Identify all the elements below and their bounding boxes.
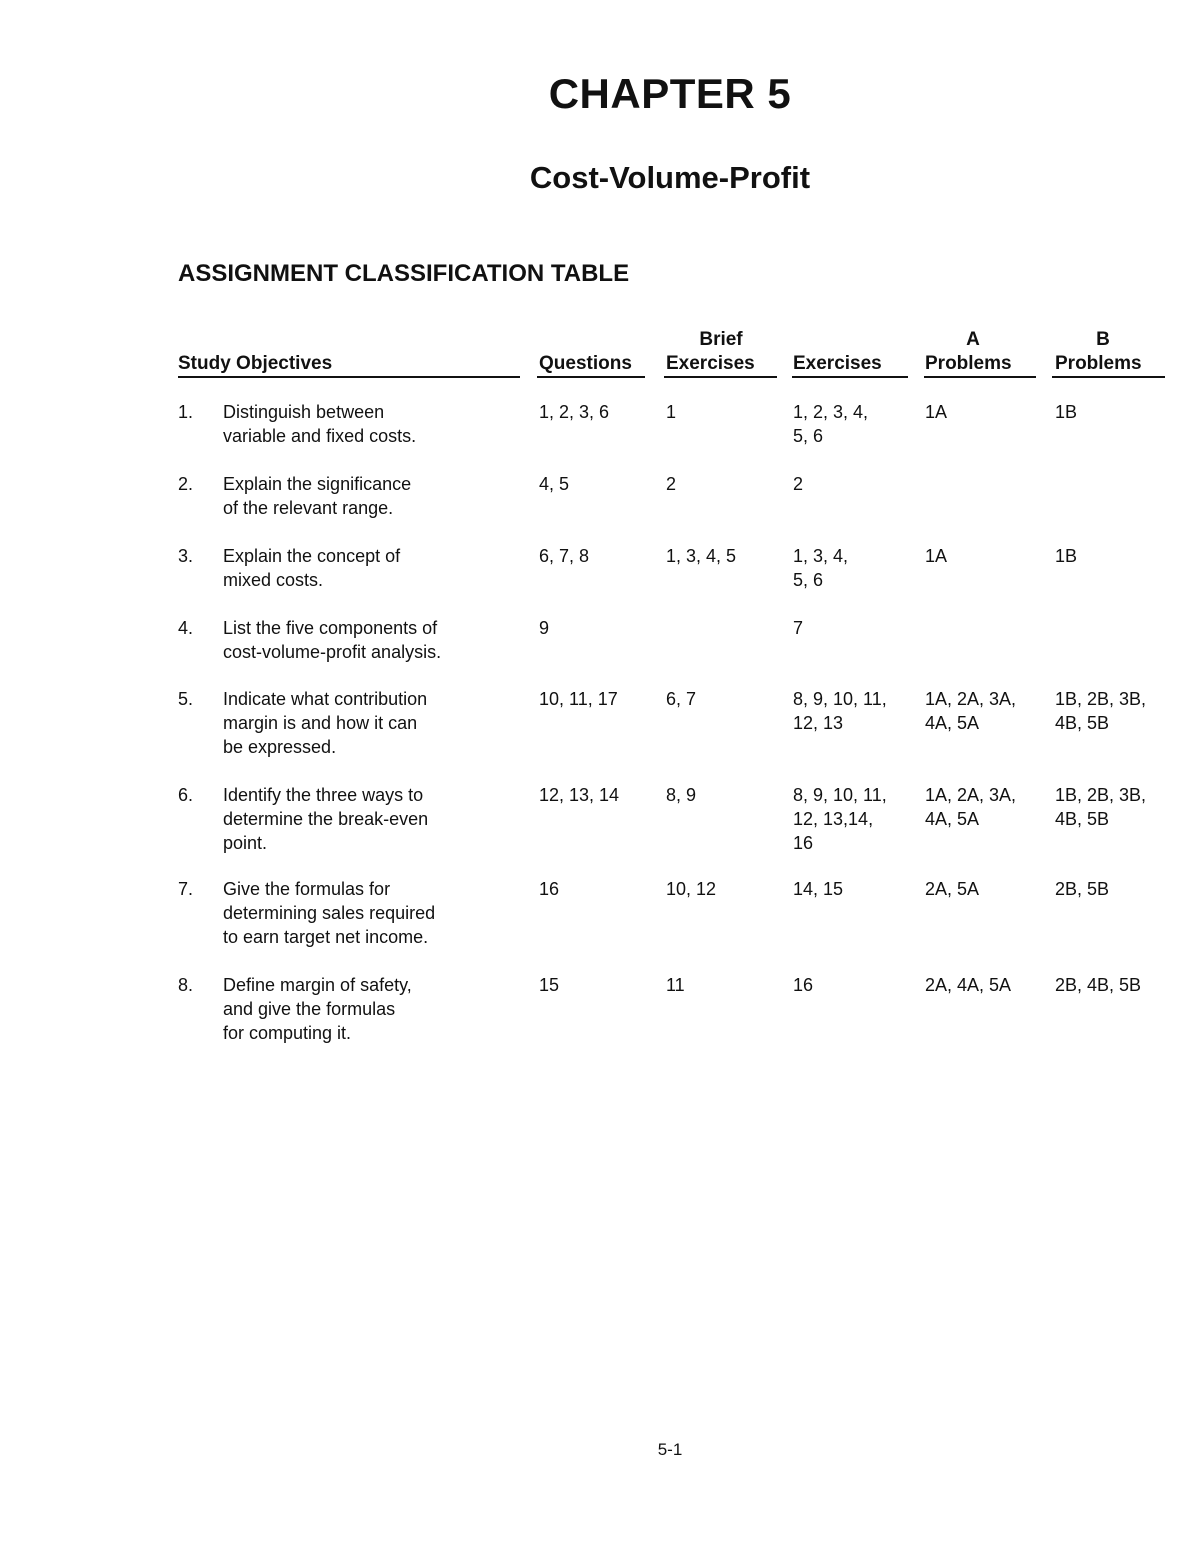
header-rule-exercises (792, 376, 908, 378)
objective-text: Identify the three ways to determine the break-even point. (223, 785, 429, 853)
objective-number: 5. (178, 689, 194, 709)
header-exercises (793, 328, 907, 376)
objective-text: Indicate what contribution margin is and how it can be expressed. (223, 689, 428, 757)
questions-cell: 16 (539, 879, 560, 899)
section-title: ASSIGNMENT CLASSIFICATION TABLE (178, 260, 630, 287)
chapter-subtitle: Cost-Volume-Profit (529, 160, 811, 195)
questions-cell: 1, 2, 3, 6 (539, 402, 610, 422)
header-rule-questions (537, 376, 645, 378)
b-problems-cell: 1B (1055, 402, 1078, 422)
exercises-cell: 16 (793, 975, 814, 995)
b-problems-cell: 2B, 4B, 5B (1055, 975, 1142, 995)
header-questions-label: Questions (539, 353, 632, 374)
b-problems-cell: 2B, 5B (1055, 879, 1110, 899)
objective-text: Distinguish between variable and fixed costs. (223, 402, 417, 446)
questions-cell: 15 (539, 975, 560, 995)
header-b-problems-top: B (1096, 329, 1110, 350)
brief-exercises-cell: 1, 3, 4, 5 (666, 546, 737, 566)
header-rule-a-problems (924, 376, 1036, 378)
brief-exercises-cell: 8, 9 (666, 785, 697, 805)
questions-cell: 4, 5 (539, 474, 570, 494)
header-b-problems (1055, 328, 1151, 376)
objective-number: 7. (178, 879, 194, 899)
exercises-cell: 1, 2, 3, 4, 5, 6 (793, 402, 869, 446)
brief-exercises-cell: 11 (666, 975, 685, 995)
brief-exercises-cell: 1 (666, 402, 677, 422)
objective-text: Give the formulas for determining sales required to earn target net income. (223, 879, 436, 947)
a-problems-cell: 1A, 2A, 3A, 4A, 5A (925, 689, 1017, 733)
exercises-cell: 7 (793, 618, 804, 638)
a-problems-cell: 1A, 2A, 3A, 4A, 5A (925, 785, 1017, 829)
header-a-problems-label: Problems (925, 353, 1012, 374)
header-brief-exercises-top: Brief (699, 329, 743, 350)
header-a-problems (925, 328, 1021, 376)
b-problems-cell: 1B (1055, 546, 1078, 566)
objective-text: Explain the significance of the relevant range. (223, 474, 412, 518)
a-problems-cell: 2A, 5A (925, 879, 980, 899)
exercises-cell: 8, 9, 10, 11, 12, 13,14, 16 (793, 785, 887, 853)
header-exercises-label: Exercises (793, 353, 882, 374)
objective-number: 2. (178, 474, 194, 494)
header-study-objectives (178, 328, 520, 376)
header-exercises-top (793, 328, 907, 352)
b-problems-cell: 1B, 2B, 3B, 4B, 5B (1055, 689, 1147, 733)
a-problems-cell: 1A (925, 546, 948, 566)
page-number: 5-1 (657, 1440, 683, 1459)
objective-number: 4. (178, 618, 194, 638)
exercises-cell: 2 (793, 474, 804, 494)
exercises-cell: 14, 15 (793, 879, 844, 899)
brief-exercises-cell: 10, 12 (666, 879, 717, 899)
objective-number: 6. (178, 785, 194, 805)
brief-exercises-cell: 6, 7 (666, 689, 697, 709)
questions-cell: 6, 7, 8 (539, 546, 590, 566)
a-problems-cell: 1A (925, 402, 948, 422)
brief-exercises-cell: 2 (666, 474, 677, 494)
header-brief-exercises-label: Exercises (666, 353, 755, 374)
header-a-problems-top: A (966, 329, 980, 350)
header-rule-brief-exercises (664, 376, 777, 378)
header-rule-b-problems (1052, 376, 1165, 378)
chapter-title: CHAPTER 5 (548, 70, 792, 117)
header-questions-top (539, 328, 647, 352)
questions-cell: 10, 11, 17 (539, 689, 618, 709)
questions-cell: 9 (539, 618, 550, 638)
objective-number: 3. (178, 546, 194, 566)
objective-number: 8. (178, 975, 194, 995)
questions-cell: 12, 13, 14 (539, 785, 620, 805)
objective-text: Explain the concept of mixed costs. (223, 546, 401, 590)
header-study-objectives-label: Study Objectives (178, 353, 333, 374)
a-problems-cell: 2A, 4A, 5A (925, 975, 1012, 995)
exercises-cell: 1, 3, 4, 5, 6 (793, 546, 849, 590)
objective-text: Define margin of safety, and give the formulas for computing it. (223, 975, 412, 1043)
objective-number: 1. (178, 402, 194, 422)
header-questions (539, 328, 647, 376)
header-brief-exercises (666, 328, 776, 376)
objective-text: List the five components of cost-volume-profit analysis. (223, 618, 442, 662)
b-problems-cell: 1B, 2B, 3B, 4B, 5B (1055, 785, 1147, 829)
header-b-problems-label: Problems (1055, 353, 1142, 374)
header-study-objectives-top (178, 328, 520, 352)
header-rule-study-objectives (178, 376, 520, 378)
exercises-cell: 8, 9, 10, 11, 12, 13 (793, 689, 887, 733)
